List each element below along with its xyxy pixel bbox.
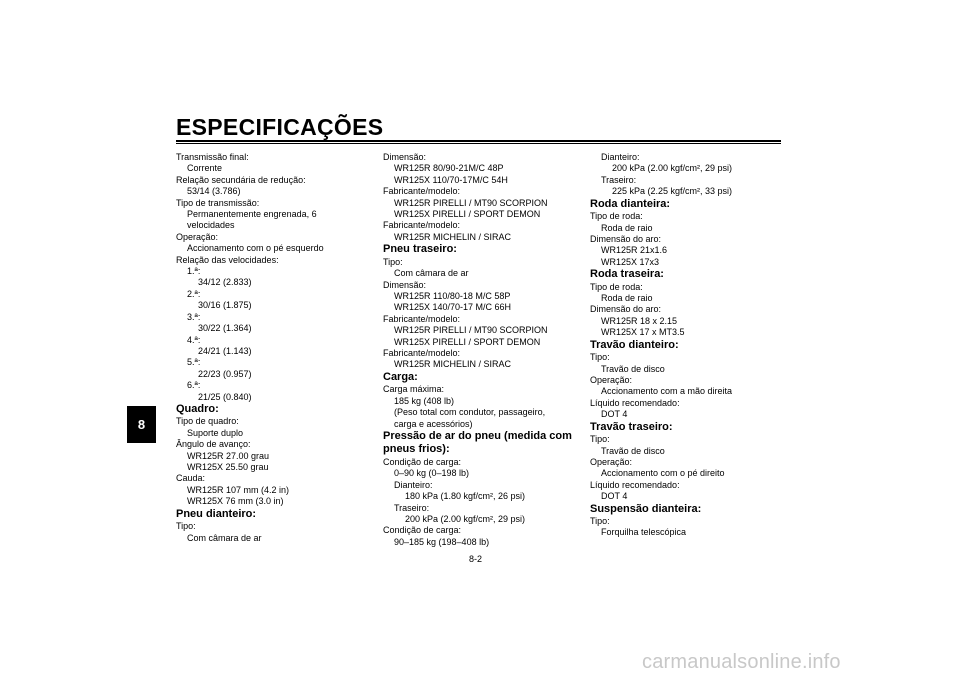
section-heading: Pneu dianteiro:	[176, 507, 257, 520]
spec-line: Accionamento com o pé esquerdo	[187, 243, 324, 254]
spec-line: DOT 4	[601, 409, 628, 420]
spec-line: 3.ª:	[187, 311, 201, 322]
spec-line: 200 kPa (2.00 kgf/cm², 29 psi)	[405, 513, 526, 524]
spec-line: WR125R 110/80-18 M/C 58P	[394, 290, 511, 301]
section-heading: Carga:	[383, 370, 418, 383]
spec-line: Operação:	[590, 456, 633, 467]
spec-line: WR125X PIRELLI / SPORT DEMON	[394, 336, 541, 347]
section-heading: Travão traseiro:	[590, 420, 673, 433]
spec-line: Tipo:	[176, 521, 196, 532]
spec-column-2	[383, 152, 583, 548]
spec-line: Dianteiro:	[394, 479, 433, 490]
spec-line: Ângulo de avanço:	[176, 439, 251, 450]
spec-line: Fabricante/modelo:	[383, 220, 461, 231]
section-heading: Roda dianteira:	[590, 197, 671, 210]
spec-line: velocidades	[187, 220, 235, 231]
spec-line: Relação secundária de redução:	[176, 174, 306, 185]
spec-line: Carga máxima:	[383, 384, 445, 395]
section-heading: Suspensão dianteira:	[590, 502, 702, 515]
spec-line: Líquido recomendado:	[590, 397, 680, 408]
spec-line: Dimensão do aro:	[590, 233, 662, 244]
spec-line: WR125X 17 x MT3.5	[601, 327, 685, 338]
spec-line: Roda de raio	[601, 222, 653, 233]
spec-line: WR125R MICHELIN / SIRAC	[394, 359, 512, 370]
spec-line: WR125R 27.00 grau	[187, 450, 270, 461]
spec-line: Dimensão do aro:	[590, 304, 662, 315]
spec-line: (Peso total com condutor, passageiro,	[394, 407, 546, 418]
section-heading: Travão dianteiro:	[590, 338, 679, 351]
spec-line: Travão de disco	[601, 363, 665, 374]
spec-line: Fabricante/modelo:	[383, 348, 461, 358]
spec-line: Suporte duplo	[187, 427, 244, 438]
spec-line: Dimensão:	[383, 152, 427, 162]
spec-line: 185 kg (408 lb)	[394, 395, 455, 406]
spec-line: Tipo de quadro:	[176, 416, 239, 427]
spec-line: 22/23 (0.957)	[198, 368, 252, 379]
spec-line: Tipo de roda:	[590, 281, 643, 292]
spec-line: Condição de carga:	[383, 525, 462, 536]
spec-line: 30/22 (1.364)	[198, 323, 252, 334]
spec-line: WR125R 18 x 2.15	[601, 315, 678, 326]
spec-line: Roda de raio	[601, 293, 653, 304]
spec-line: Dianteiro:	[601, 152, 640, 162]
spec-line: 21/25 (0.840)	[198, 391, 252, 402]
spec-line: 34/12 (2.833)	[198, 277, 252, 288]
spec-line: Tipo:	[383, 256, 403, 267]
spec-line: Operação:	[176, 231, 219, 242]
spec-line: 5.ª:	[187, 357, 201, 368]
page-number: 8-2	[469, 554, 483, 564]
section-heading: Pressão de ar do pneu (medida com	[383, 429, 572, 442]
spec-line: 53/14 (3.786)	[187, 186, 241, 197]
spec-line: Tipo:	[590, 516, 610, 527]
title-rule	[176, 140, 781, 142]
spec-line: Dimensão:	[383, 279, 427, 290]
spec-line: 225 kPa (2.25 kgf/cm², 33 psi)	[612, 186, 733, 197]
spec-line: Tipo:	[590, 434, 610, 445]
spec-line: WR125R PIRELLI / MT90 SCORPION	[394, 325, 548, 336]
section-heading: Pneu traseiro:	[383, 243, 457, 256]
title-rule-thin	[176, 143, 781, 144]
spec-line: Accionamento com o pé direito	[601, 468, 725, 479]
spec-line: 2.ª:	[187, 288, 201, 299]
spec-line: WR125X 17x3	[601, 256, 660, 267]
watermark: carmanualsonline.info	[642, 651, 841, 673]
spec-line: carga e acessórios)	[394, 418, 473, 429]
spec-line: Com câmara de ar	[187, 532, 262, 543]
spec-line: 24/21 (1.143)	[198, 345, 252, 356]
spec-line: 0–90 kg (0–198 lb)	[394, 468, 470, 479]
spec-line: Permanentemente engrenada, 6	[187, 209, 317, 220]
spec-line: WR125R PIRELLI / MT90 SCORPION	[394, 197, 548, 208]
chapter-tab: 8	[127, 406, 156, 443]
spec-line: Com câmara de ar	[394, 268, 469, 279]
page-title: ESPECIFICAÇÕES	[176, 114, 384, 140]
spec-line: Tipo:	[590, 352, 610, 363]
section-heading: Roda traseira:	[590, 268, 664, 281]
spec-line: WR125X 140/70-17 M/C 66H	[394, 302, 512, 313]
spec-line: Relação das velocidades:	[176, 254, 279, 265]
spec-line: DOT 4	[601, 491, 628, 502]
spec-column-3	[590, 152, 790, 539]
spec-line: Fabricante/modelo:	[383, 186, 461, 197]
spec-line: 30/16 (1.875)	[198, 300, 252, 311]
spec-line: 4.ª:	[187, 334, 201, 345]
spec-line: WR125X PIRELLI / SPORT DEMON	[394, 209, 541, 220]
spec-column-1	[176, 152, 376, 544]
section-heading: Quadro:	[176, 402, 219, 415]
spec-line: WR125X 25.50 grau	[187, 462, 269, 473]
spec-line: Operação:	[590, 375, 633, 385]
spec-line: 90–185 kg (198–408 lb)	[394, 536, 490, 547]
spec-line: Forquilha telescópica	[601, 527, 687, 538]
spec-line: Traseiro:	[394, 502, 430, 513]
spec-line: Transmissão final:	[176, 152, 249, 162]
spec-line: WR125R MICHELIN / SIRAC	[394, 231, 512, 242]
spec-line: 1.ª:	[187, 266, 201, 277]
spec-line: WR125X 76 mm (3.0 in)	[187, 496, 284, 507]
spec-line: Líquido recomendado:	[590, 479, 680, 490]
spec-line: WR125R 107 mm (4.2 in)	[187, 484, 290, 495]
section-heading: pneus frios):	[383, 443, 450, 456]
spec-line: Traseiro:	[601, 174, 637, 185]
spec-line: Condição de carga:	[383, 456, 462, 467]
spec-line: Corrente	[187, 163, 223, 174]
spec-line: WR125R 80/90-21M/C 48P	[394, 163, 504, 174]
spec-line: WR125X 110/70-17M/C 54H	[394, 174, 508, 185]
spec-line: Travão de disco	[601, 445, 665, 456]
spec-line: 6.ª:	[187, 380, 201, 391]
spec-line: Fabricante/modelo:	[383, 313, 461, 324]
spec-line: Tipo de roda:	[590, 211, 643, 222]
spec-line: 180 kPa (1.80 kgf/cm², 26 psi)	[405, 491, 526, 502]
spec-line: Accionamento com a mão direita	[601, 386, 733, 397]
spec-line: Cauda:	[176, 473, 206, 484]
spec-line: WR125R 21x1.6	[601, 245, 668, 256]
spec-line: Tipo de transmissão:	[176, 197, 260, 208]
spec-line: 200 kPa (2.00 kgf/cm², 29 psi)	[612, 163, 733, 174]
